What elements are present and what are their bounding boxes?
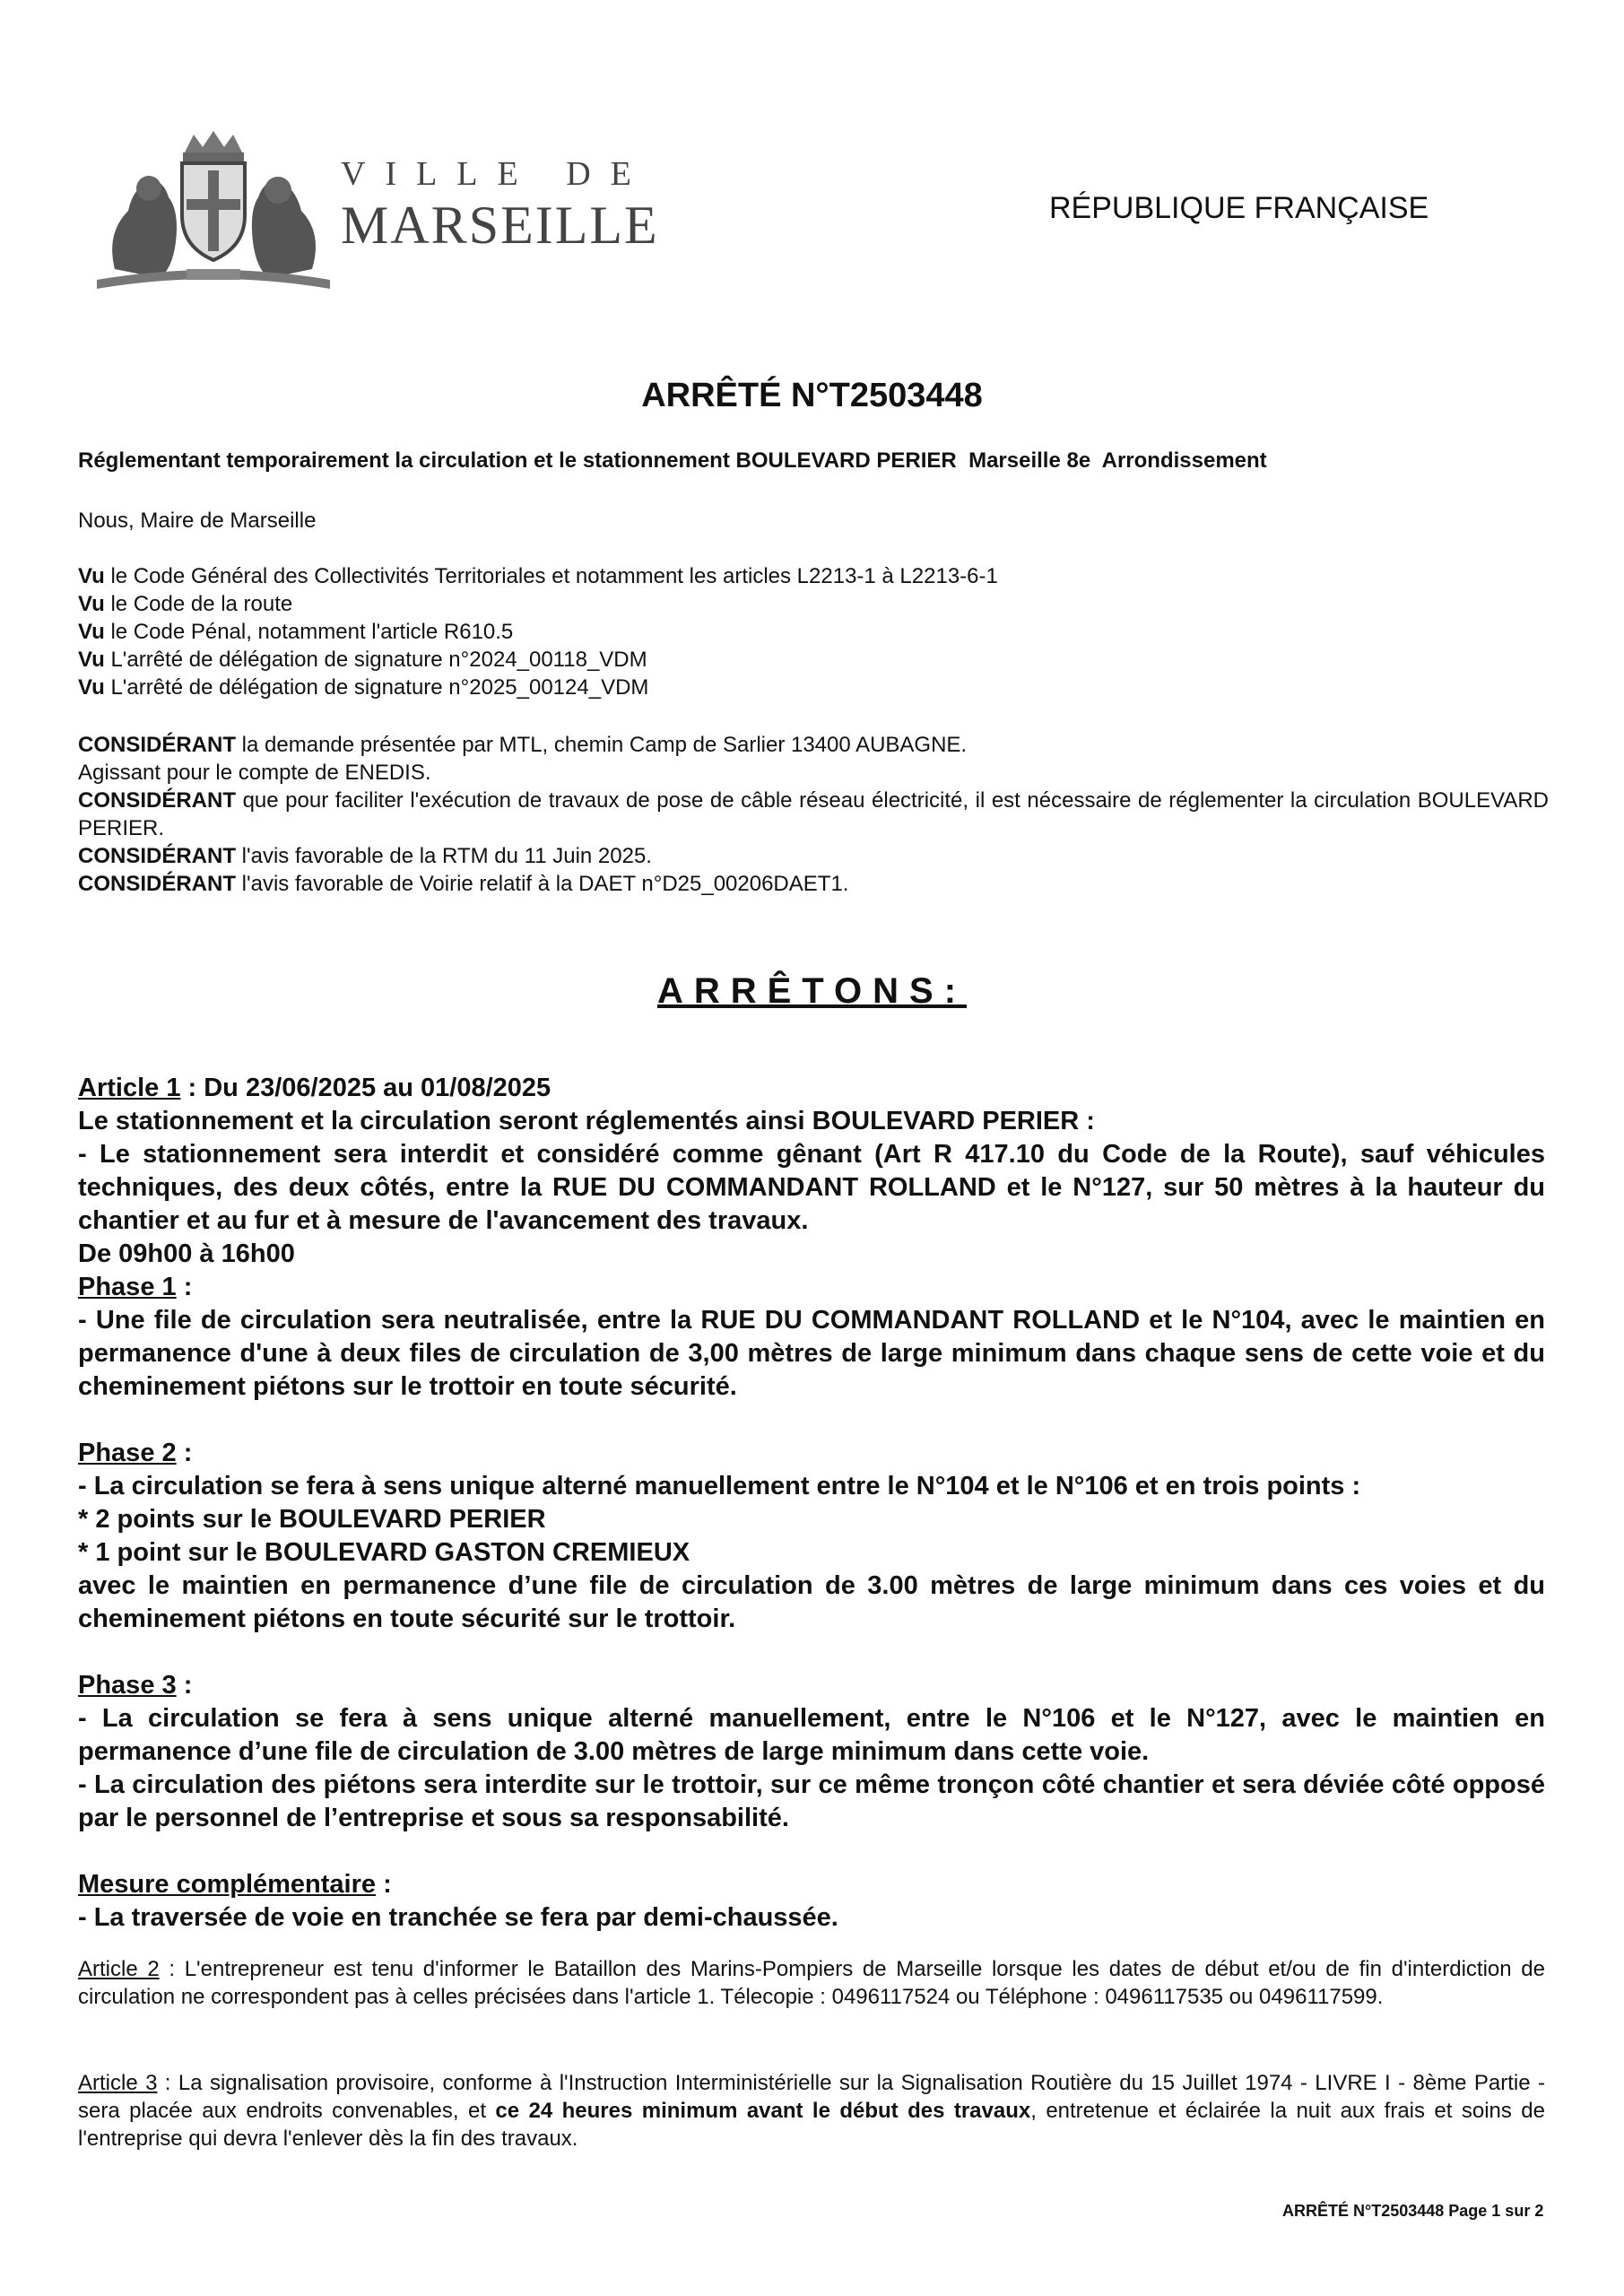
- article-1-hours: De 09h00 à 16h00: [78, 1239, 295, 1268]
- phase-3-line-2: - La circulation des piétons sera interdite sur le trottoir, sur ce même tronçon côté chantier et sera déviée côté opposé par le personnel de l’entreprise et sous sa responsabilité.: [78, 1770, 1545, 1832]
- spacer: [78, 1636, 1545, 1669]
- vu-text: L'arrêté de délégation de signature n°2024_00118_VDM: [104, 648, 647, 672]
- mesure-label: Mesure complémentaire: [78, 1870, 377, 1899]
- intro-text: [78, 507, 1549, 535]
- logo-line-ville-de: VILLE DE: [341, 155, 651, 193]
- vu-keyword: Vu: [78, 648, 105, 672]
- mesure-colon: :: [376, 1870, 392, 1899]
- considerant-keyword: CONSIDÉRANT: [78, 733, 237, 757]
- spacer: [78, 1404, 1545, 1437]
- considerant-line: [78, 787, 1549, 842]
- coat-of-arms-icon: [79, 126, 348, 296]
- vu-keyword: Vu: [78, 592, 105, 616]
- considerant-keyword: CONSIDÉRANT: [78, 844, 237, 868]
- considerant-text: l'avis favorable de Voirie relatif à la DAET n°D25_00206DAET1.: [236, 872, 849, 896]
- vu-line: [78, 674, 1549, 701]
- article-1-heading: [78, 1072, 1545, 1105]
- phase-2-line-1: - La circulation se fera à sens unique alterné manuellement entre le N°104 et le N°106 et en trois points :: [78, 1472, 1361, 1500]
- considerant-keyword: CONSIDÉRANT: [78, 788, 237, 813]
- considerant-keyword: CONSIDÉRANT: [78, 872, 237, 896]
- considerant-line: [78, 731, 1549, 759]
- vu-text: le Code Général des Collectivités Territoriales et notamment les articles L2213-1 à L2213-6-1: [104, 564, 998, 588]
- article-1: [78, 1072, 1545, 1935]
- vu-text: le Code Pénal, notamment l'article R610.5: [104, 620, 514, 644]
- mesure-text: - La traversée de voie en tranchée se fera par demi-chaussée.: [78, 1903, 838, 1932]
- considerant-text: que pour faciliter l'exécution de travaux de pose de câble réseau électricité, il est nécessaire de réglementer la circulation BOULEVARD PERIER.: [78, 788, 1549, 840]
- vu-text: le Code de la route: [104, 592, 293, 616]
- article-1-label: Article 1: [78, 1074, 181, 1102]
- article-3-text-2: , entretenue et éclairée la nuit aux frais et soins de l'entreprise qui devra l'enlever dès la fin des travaux.: [78, 2099, 1545, 2151]
- phase-3-colon: :: [176, 1671, 193, 1700]
- vu-keyword: Vu: [78, 564, 105, 588]
- phase-3-heading: [78, 1669, 1545, 1702]
- vu-line: [78, 618, 1549, 646]
- phase-1-label: Phase 1: [78, 1273, 177, 1301]
- considerant-text: la demande présentée par MTL, chemin Camp de Sarlier 13400 AUBAGNE.: [236, 733, 968, 757]
- article-3: [78, 2069, 1545, 2152]
- spacer: [78, 1835, 1545, 1868]
- phase-2-heading: [78, 1437, 1545, 1470]
- phase-1-colon: :: [176, 1273, 193, 1301]
- phase-2-line-3: * 1 point sur le BOULEVARD GASTON CREMIEUX: [78, 1538, 690, 1567]
- vu-line: [78, 646, 1549, 674]
- phase-3-label: Phase 3: [78, 1671, 177, 1700]
- phase-1-heading: [78, 1271, 1545, 1304]
- considerants-list: [78, 731, 1549, 898]
- logo-line-marseille: MARSEILLE: [341, 196, 659, 255]
- vu-line: [78, 562, 1549, 590]
- considerant-line: [78, 759, 1549, 787]
- phase-2-colon: :: [176, 1439, 193, 1467]
- considerant-text: l'avis favorable de la RTM du 11 Juin 2025.: [236, 844, 652, 868]
- vu-text: L'arrêté de délégation de signature n°2025_00124_VDM: [104, 675, 649, 700]
- phase-2-label: Phase 2: [78, 1439, 177, 1467]
- arretons-heading: ARRÊTONS:: [656, 971, 968, 1011]
- considerant-text: Agissant pour le compte de ENEDIS.: [78, 761, 431, 785]
- article-1-dates: : Du 23/06/2025 au 01/08/2025: [180, 1074, 551, 1102]
- page-footer: ARRÊTÉ N°T2503448 Page 1 sur 2: [1282, 2202, 1544, 2220]
- considerant-line: [78, 870, 1549, 898]
- article-3-bold: ce 24 heures minimum avant le début des travaux: [495, 2099, 1031, 2123]
- intro-line: Nous, Maire de Marseille: [78, 509, 317, 533]
- document-title: ARRÊTÉ N°T2503448: [641, 377, 983, 414]
- article-1-line-1: Le stationnement et la circulation seront réglementés ainsi BOULEVARD PERIER :: [78, 1107, 1095, 1135]
- phase-2-line-4: avec le maintien en permanence d’une file de circulation de 3.00 mètres de large minimum dans ces voies et du cheminement piétons en toute sécurité sur le trottoir.: [78, 1571, 1545, 1633]
- republique-francaise: RÉPUBLIQUE FRANÇAISE: [1049, 191, 1429, 225]
- phase-2-line-2: * 2 points sur le BOULEVARD PERIER: [78, 1505, 546, 1534]
- article-1-line-2: - Le stationnement sera interdit et considéré comme gênant (Art R 417.10 du Code de la Route), sauf véhicules techniques, des deux côtés, entre la RUE DU COMMANDANT ROLLAND et le N°127, sur 50 mètres à la hauteur du chantier et au fur et à mesure de l'avancement des travaux.: [78, 1140, 1545, 1235]
- article-2-label: Article 2: [78, 1957, 160, 1981]
- vu-keyword: Vu: [78, 620, 105, 644]
- document-subtitle: Réglementant temporairement la circulation et le stationnement BOULEVARD PERIER Marseille 8e Arrondissement: [78, 448, 1267, 473]
- considerant-line: [78, 842, 1549, 870]
- article-2: [78, 1955, 1545, 2011]
- vu-keyword: Vu: [78, 675, 105, 700]
- phase-3-line-1: - La circulation se fera à sens unique alterné manuellement, entre le N°106 et le N°127, avec le maintien en permanence d’une file de circulation de 3.00 mètres de large minimum dans cette voie.: [78, 1704, 1545, 1766]
- vu-list: [78, 562, 1549, 701]
- logo-wordmark: [341, 155, 659, 255]
- vu-line: [78, 590, 1549, 618]
- article-3-text-1: : La signalisation provisoire, conforme à l'Instruction Interministérielle sur la Signalisation Routière du 15 Juillet 1974 - LIVRE I - 8ème Partie - sera placée aux endroits convenables, et: [78, 2071, 1545, 2123]
- article-2-text: : L'entrepreneur est tenu d'informer le Bataillon des Marins-Pompiers de Marseille lorsque les dates de début et/ou de fin d'interdiction de circulation ne correspondent pas à celles précisées dans l'article 1. Télecopie : 0496117524 ou Téléphone : 0496117535 ou 0496117599.: [78, 1957, 1545, 2009]
- phase-1-text: - Une file de circulation sera neutralisée, entre la RUE DU COMMANDANT ROLLAND et le N°104, avec le maintien en permanence d'une à deux files de circulation de 3,00 mètres de large minimum dans chaque sens de cette voie et du cheminement piétons sur le trottoir en toute sécurité.: [78, 1306, 1545, 1401]
- article-3-label: Article 3: [78, 2071, 158, 2095]
- mesure-heading: [78, 1868, 1545, 1901]
